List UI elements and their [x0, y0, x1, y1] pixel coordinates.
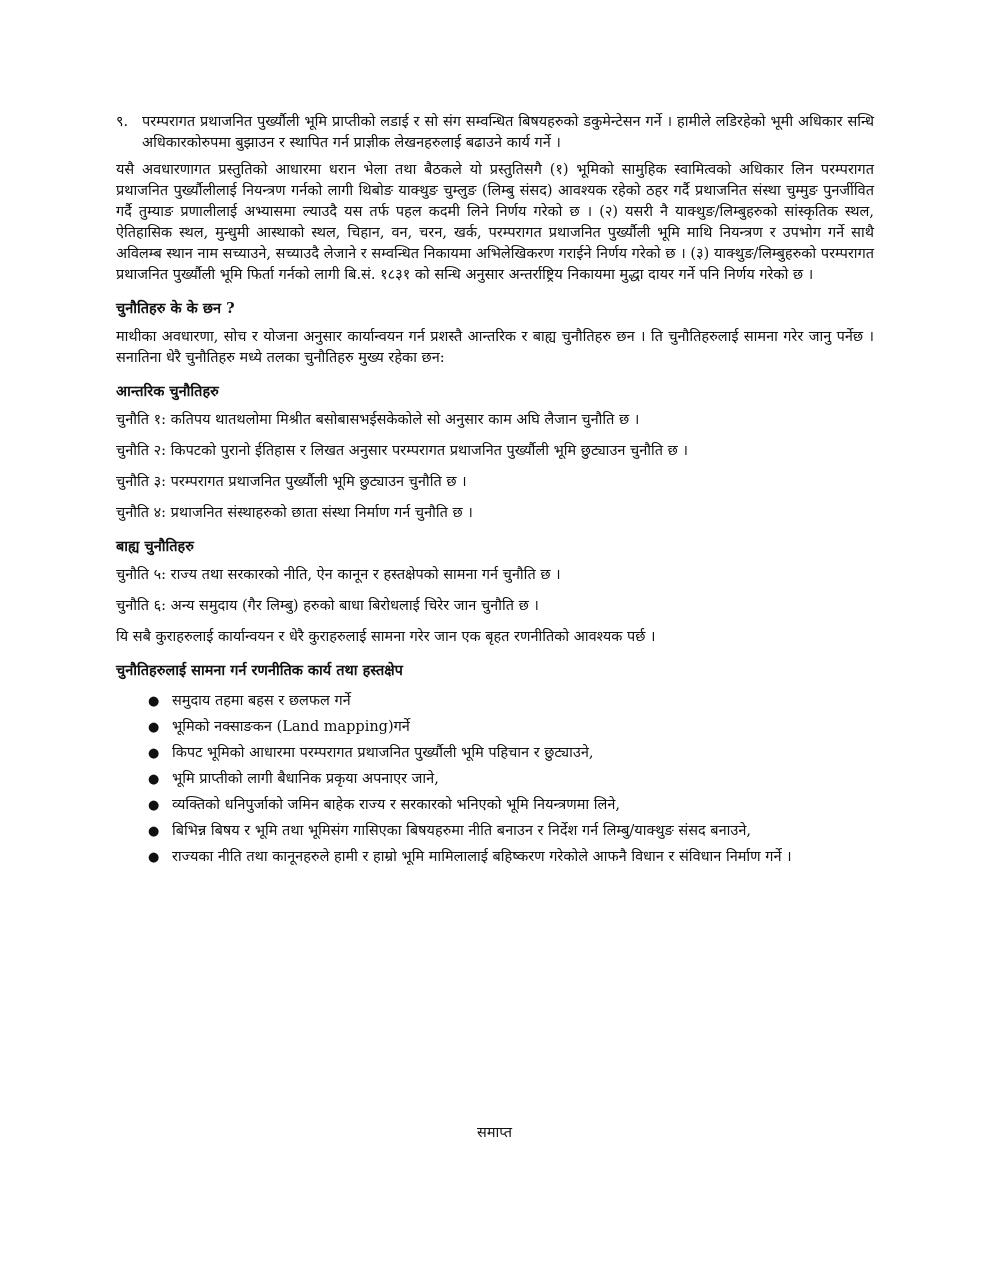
internal-challenge-2: चुनौति २: किपटको पुरानो ईतिहास र लिखत अनुसार परम्परागत प्रथाजनित पुर्ख्यौली भूमि छुट्याउन चुनौति छ ।	[116, 443, 688, 459]
summary-line: यि सबै कुराहरुलाई कार्यान्वयन र धेरै कुराहरुलाई सामना गरेर जान एक बृहत रणनीतिको आवश्यक पर्छ ।	[116, 629, 656, 645]
internal-challenge-4: चुनौति ४: प्रथाजनित संस्थाहरुको छाता संस्था निर्माण गर्न चुनौति छ ।	[116, 505, 473, 521]
list-item	[148, 847, 874, 868]
intro-paragraph: यसै अवधारणागत प्रस्तुतिको आधारमा धरान भेला तथा बैठकले यो प्रस्तुतिसगै (१) भूमिको सामुहिक स्वामित्वको अधिकार लिन परम्परागत प्रथाजनित पुर्ख्यौलीलाई नियन्त्रण गर्नको लागी थिबोङ याक्थुङ चुम्लुङ (लिम्बु संसद) आवश्यक रहेको ठहर गर्दै प्रथाजनित संस्था चुम्मुङ पुनर्जीवित गर्दै तुम्याङ प्रणालीलाई अभ्यासमा ल्याउदै यस तर्फ पहल कदमी लिने निर्णय गरेको छ । (२) यसरी नै याक्थुङ/लिम्बुहरुको सांस्कृतिक स्थल, ऐतिहासिक स्थल, मुन्धुमी आस्थाको स्थल, चिहान, वन, चरन, खर्क, परम्परागत प्रथाजनित पुर्ख्यौली भूमि माथि नियन्त्रण र उपभोग गर्ने साथै अविलम्ब स्थान नाम सच्याउने, सच्याउदै लेजाने र सम्वन्धित निकायमा अभिलेखिकरण गराईने निर्णय गरेको छ । (३) याक्थुङ/लिम्बुहरुको परम्परागत प्रथाजनित पुर्ख्यौली भूमि फिर्ता गर्नको लागी बि.सं. १८३१ को सन्धि अनुसार अन्तर्राष्ट्रिय निकायमा मुद्धा दायर गर्ने पनि निर्णय गरेको छ ।	[116, 162, 874, 283]
bullet-icon: ●	[148, 772, 160, 787]
bullet-icon: ●	[148, 694, 160, 709]
strategy-heading: चुनौतिहरुलाई सामना गर्न रणनीतिक कार्य तथा हस्तक्षेप	[116, 662, 403, 679]
external-challenges-heading: बाह्य चुनौतिहरु	[116, 538, 194, 555]
internal-challenge-1: चुनौति १: कतिपय थातथलोमा मिश्रीत बसोबासभईसकेकोले सो अनुसार काम अघि लैजान चुनौति छ ।	[116, 412, 640, 428]
external-challenge-6: चुनौति ६: अन्य समुदाय (गैर लिम्बु) हरुको बाधा बिरोधलाई चिरेर जान चुनौति छ ।	[116, 598, 539, 614]
point-number: ९.	[116, 114, 129, 130]
list-item	[148, 717, 874, 738]
strategy-list	[116, 691, 874, 868]
strategy-text: भूमिको नक्साङकन (Land mapping)गर्ने	[172, 719, 410, 735]
point-text: परम्परागत प्रथाजनित पुर्ख्यौली भूमि प्राप्तीको लडाई र सो संग सम्वन्धित बिषयहरुको डकुमेन्टेसन गर्ने । हामीले लडिरहेको भूमी अधिकार सन्धि अधिकारकोरुपमा बुझाउन र स्थापित गर्न प्राज्ञीक लेखनहरुलाई बढाउने कार्य गर्ने ।	[142, 114, 874, 151]
end-marker: समाप्त	[477, 1125, 512, 1141]
external-challenge-5: चुनौति ५: राज्य तथा सरकारको नीति, ऐन कानून र हस्तक्षेपको सामना गर्न चुनौति छ ।	[116, 567, 561, 583]
strategy-text: समुदाय तहमा बहस र छलफल गर्ने	[172, 693, 351, 709]
challenges-heading: चुनौतिहरु के के छन ?	[116, 300, 235, 317]
strategy-text: किपट भूमिको आधारमा परम्परागत प्रथाजनित पुर्ख्यौली भूमि पहिचान र छुट्याउने,	[172, 745, 594, 761]
bullet-icon: ●	[148, 746, 160, 761]
list-item	[148, 821, 874, 842]
list-item	[148, 743, 874, 764]
strategy-text: व्यक्तिको धनिपुर्जाको जमिन बाहेक राज्य र सरकारको भनिएको भूमि नियन्त्रणमा लिने,	[172, 797, 620, 813]
bullet-icon: ●	[148, 824, 160, 839]
numbered-point-9	[116, 112, 874, 154]
list-item	[148, 795, 874, 816]
bullet-icon: ●	[148, 850, 160, 865]
internal-challenge-3: चुनौति ३: परम्परागत प्रथाजनित पुर्ख्यौली भूमि छुट्याउन चुनौति छ ।	[116, 474, 467, 490]
document-body	[116, 112, 874, 873]
bullet-icon: ●	[148, 720, 160, 735]
strategy-text: भूमि प्राप्तीको लागी बैधानिक प्रकृया अपनाएर जाने,	[172, 771, 439, 787]
strategy-text: राज्यका नीति तथा कानूनहरुले हामी र हाम्रो भूमि मामिलालाई बहिष्करण गरेकोले आफनै विधान र संविधान निर्माण गर्ने ।	[172, 849, 792, 865]
internal-challenges-heading: आन्तरिक चुनौतिहरु	[116, 383, 219, 400]
list-item	[148, 769, 874, 790]
bullet-icon: ●	[148, 798, 160, 813]
list-item	[148, 691, 874, 712]
strategy-text: बिभिन्न बिषय र भूमि तथा भूमिसंग गासिएका बिषयहरुमा नीति बनाउन र निर्देश गर्न लिम्बु/याक्थुङ संसद बनाउने,	[172, 823, 751, 839]
challenges-paragraph: माथीका अवधारणा, सोच र योजना अनुसार कार्यान्वयन गर्न प्रशस्तै आन्तरिक र बाह्य चुनौतिहरु छन । ति चुनौतिहरुलाई सामना गरेर जानु पर्नेछ । सनातिना धेरै चुनौतिहरु मध्ये तलका चुनौतिहरु मुख्य रहेका छन:	[116, 329, 874, 366]
